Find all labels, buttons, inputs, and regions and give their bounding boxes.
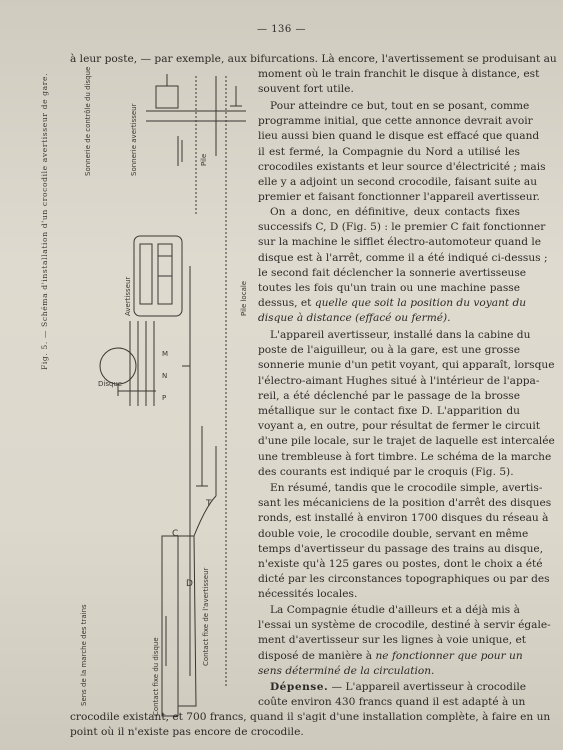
sonnerie-avert-label: Sonnerie avertisseur: [130, 103, 138, 176]
p4-line: poste de l'aiguilleur, ou à la gare, est une grosse: [258, 344, 520, 357]
circuit-diagram: [66, 66, 258, 726]
p2-line: programme initial, que cette annonce devrait avoir: [258, 115, 533, 128]
disque-label: Disque: [98, 380, 123, 388]
p5-line: dicté par les circonstances topographiques ou par des: [258, 573, 550, 586]
p6-italic: sens déterminé de la circulation.: [258, 664, 435, 677]
p5-line: En résumé, tandis que le crocodile simple, avertis-: [270, 482, 543, 494]
p3-text: dessus, et: [258, 297, 315, 310]
page-number: — 136 —: [257, 24, 306, 35]
depense-line: [258, 680, 526, 695]
p1-line: souvent fort utile.: [258, 83, 354, 96]
paragraph-5: [258, 481, 552, 603]
figure-caption: Fig. 5. — Schéma d'installation d'un crocodile avertisseur de gare.: [40, 72, 49, 370]
paragraph-4: [258, 328, 555, 480]
p3-line: sur la machine le sifflet électro-automoteur quand le: [258, 236, 542, 249]
p3-line: disque est à l'arrêt, comme il a été indiqué ci-dessus ;: [258, 251, 548, 264]
contact-c-label: Contact fixe du disque: [152, 637, 160, 716]
paragraph-3: [258, 205, 548, 327]
paragraph-1: [258, 67, 540, 97]
p3-text: .: [447, 312, 451, 325]
p4-line: une trembleuse à fort timbre. Le schéma de la marche: [258, 450, 552, 463]
p6-line: l'essai un système de crocodile, destiné à servir égale-: [258, 619, 551, 632]
paragraph-6: [258, 603, 551, 679]
p3-line: toutes les fois qu'un train ou une machine passe: [258, 282, 520, 295]
p5-line: temps d'avertisseur du passage des trains au disque,: [258, 542, 544, 555]
p4-line: L'appareil avertisseur, installé dans la cabine du: [270, 329, 531, 341]
p4-line: reil, a été déclenché par le passage de la brosse: [258, 389, 520, 402]
p4-line: des courants est indiqué par le croquis (Fig. 5).: [258, 465, 514, 478]
p6-italic: ne fonctionner que pour un: [375, 649, 523, 662]
p4-line: d'une pile locale, sur le trajet de laquelle est intercalée: [258, 435, 555, 448]
p5-line: n'existe qu'à 125 gares ou postes, dont le choix a été: [258, 558, 543, 571]
p2-line: elle y a adjoint un second crocodile, faisant suite au: [258, 176, 538, 189]
p5-line: double voie, le crocodile double, servant en même: [258, 527, 529, 540]
paragraph-depense: [258, 680, 526, 710]
p6-line: La Compagnie étudie d'ailleurs et a déjà mis à: [270, 604, 520, 616]
p3-line: On a donc, en définitive, deux contacts fixes: [270, 206, 520, 218]
sens-label: Sens de la marche des trains: [80, 604, 88, 706]
paragraph-2: [258, 99, 546, 205]
p7-wide-line: crocodile existant, et 700 francs, quand il s'agit d'une installation complète, à faire en un: [70, 711, 551, 723]
contact-d-label: Contact fixe de l'avertisseur: [202, 567, 210, 666]
p6-line: ment d'avertisseur sur les lignes à voie unique, et: [258, 634, 526, 647]
first-line: à leur poste, — par exemple, aux bifurcations. Là encore, l'avertissement se produisant au: [70, 53, 557, 65]
letter-m: M: [162, 350, 169, 358]
p2-line: crocodiles existants et leur source d'électricité ; mais: [258, 160, 546, 173]
letter-c: C: [172, 529, 179, 539]
p3-line: [258, 296, 527, 311]
p3-line: le second fait déclencher la sonnerie avertisseuse: [258, 266, 527, 279]
p1-line: moment où le train franchit le disque à distance, est: [258, 68, 540, 80]
letter-d: D: [186, 579, 193, 589]
p3-italic: disque à distance (effacé ou fermé): [258, 312, 448, 325]
p3-line: successifs C, D (Fig. 5) : le premier C fait fonctionner: [258, 221, 546, 234]
p4-line: sonnerie munie d'un petit voyant, qui apparaît, lorsque: [258, 359, 555, 372]
p4-line: l'électro-aimant Hughes situé à l'intérieur de l'appa-: [258, 374, 540, 387]
p6-line: [258, 664, 520, 679]
pile-locale-label: Pile locale: [240, 280, 248, 316]
p2-line: lieu aussi bien quand le disque est effacé que quand: [258, 130, 540, 143]
p5-line: sant les mécaniciens de la position d'arrêt des disques: [258, 497, 552, 510]
p2-line: il est fermé, la Compagnie du Nord a utilisé les: [258, 145, 520, 158]
contact-d: [178, 536, 196, 706]
letter-p: P: [162, 394, 167, 402]
p5-line: ronds, est installé à environ 1700 disques du réseau à: [258, 512, 549, 525]
letter-n: N: [162, 372, 168, 380]
p4-line: voyant a, en outre, pour résultat de fermer le circuit: [258, 420, 540, 433]
disque-circle: [100, 348, 136, 384]
p7-line: coûte environ 430 francs quand il est adapté à un: [258, 696, 526, 709]
avertisseur-label: Avertisseur: [124, 276, 132, 316]
pile-label: Pile: [200, 153, 208, 166]
p3-line: [258, 311, 520, 326]
depense-heading: Dépense.: [270, 681, 329, 693]
depense-text: — L'appareil avertisseur à crocodile: [328, 681, 526, 693]
p2-line: Pour atteindre ce but, tout en se posant, comme: [270, 100, 530, 112]
p7-wide-line: point où il n'existe pas encore de crocodile.: [70, 726, 304, 738]
sonnerie-disque-label: Sonnerie de contrôle du disque: [84, 66, 92, 176]
p6-line: [258, 649, 523, 664]
p6-text: disposé de manière à: [258, 649, 376, 662]
figure-5: [66, 66, 258, 726]
sonnerie-box: [156, 86, 178, 108]
p2-line: premier et faisant fonctionner l'appareil avertisseur.: [258, 191, 540, 204]
letter-t: T: [206, 499, 212, 509]
p5-line: nécessités locales.: [258, 588, 358, 601]
p3-italic: quelle que soit la position du voyant du: [314, 297, 527, 310]
p4-line: métallique sur le contact fixe D. L'apparition du: [258, 405, 520, 418]
